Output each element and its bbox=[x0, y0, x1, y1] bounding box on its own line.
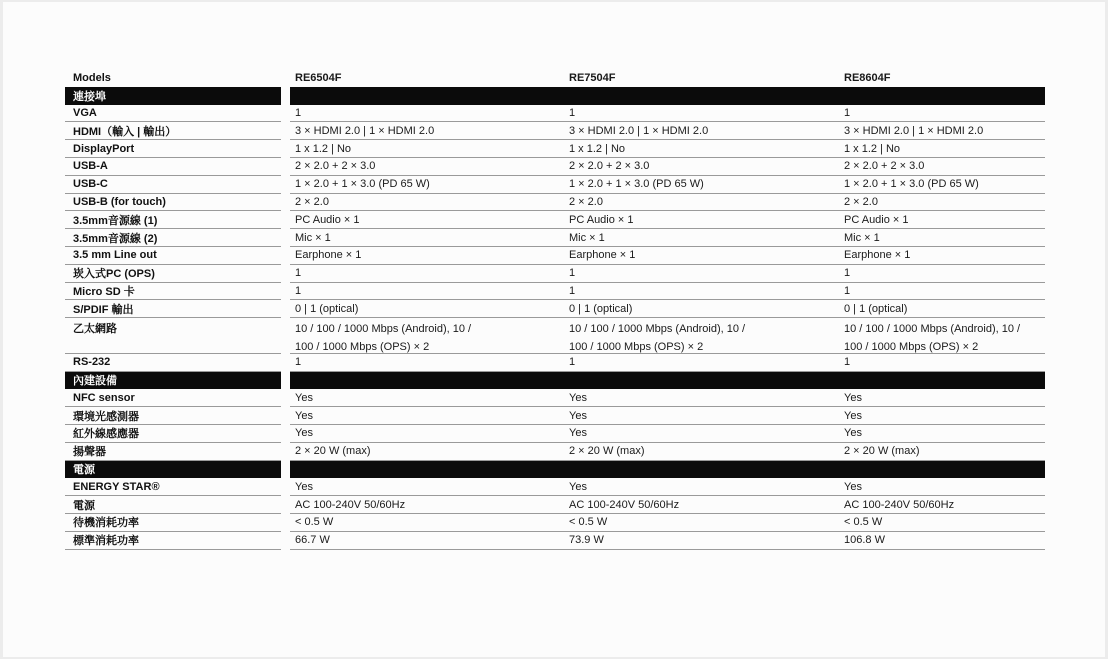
spec-value bbox=[564, 318, 839, 354]
spec-value: 1 bbox=[839, 354, 1045, 372]
spec-value: Yes bbox=[564, 478, 839, 496]
spec-value: < 0.5 W bbox=[290, 514, 564, 532]
section-title: 內建設備 bbox=[65, 372, 281, 390]
spec-row bbox=[65, 443, 1045, 461]
spec-label: 待機消耗功率 bbox=[65, 514, 281, 532]
section-bar bbox=[290, 87, 1045, 105]
spec-row bbox=[65, 122, 1045, 140]
spec-label: 3.5mm音源線 (1) bbox=[65, 211, 281, 229]
spec-label: 紅外線感應器 bbox=[65, 425, 281, 443]
spec-value: Yes bbox=[564, 407, 839, 425]
spec-label: 環境光感測器 bbox=[65, 407, 281, 425]
spec-row bbox=[65, 229, 1045, 247]
spec-value-line: 100 / 1000 Mbps (OPS) × 2 bbox=[569, 340, 704, 353]
spec-row bbox=[65, 300, 1045, 318]
spec-value: 1 × 2.0 + 1 × 3.0 (PD 65 W) bbox=[290, 176, 564, 194]
spec-value: 2 × 2.0 bbox=[839, 194, 1045, 212]
spec-value: 1 bbox=[564, 105, 839, 123]
section-header bbox=[65, 87, 1045, 105]
spec-value: 2 × 2.0 + 2 × 3.0 bbox=[564, 158, 839, 176]
spec-value: 3 × HDMI 2.0 | 1 × HDMI 2.0 bbox=[290, 122, 564, 140]
spec-value: PC Audio × 1 bbox=[839, 211, 1045, 229]
spec-value-line: 100 / 1000 Mbps (OPS) × 2 bbox=[295, 340, 430, 353]
spec-label: 3.5 mm Line out bbox=[65, 247, 281, 265]
spec-row bbox=[65, 105, 1045, 123]
spec-value: 1 x 1.2 | No bbox=[290, 140, 564, 158]
spec-value: Earphone × 1 bbox=[564, 247, 839, 265]
spec-value: Earphone × 1 bbox=[290, 247, 564, 265]
spec-value: Yes bbox=[564, 389, 839, 407]
spec-label: 電源 bbox=[65, 496, 281, 514]
spec-value: 1 bbox=[290, 105, 564, 123]
spec-value-line: 10 / 100 / 1000 Mbps (Android), 10 / bbox=[569, 323, 746, 336]
spec-value: 1 × 2.0 + 1 × 3.0 (PD 65 W) bbox=[564, 176, 839, 194]
spec-value: 2 × 2.0 bbox=[564, 194, 839, 212]
spec-label: 3.5mm音源線 (2) bbox=[65, 229, 281, 247]
spec-row bbox=[65, 140, 1045, 158]
models-label: Models bbox=[73, 71, 111, 84]
spec-value: 2 × 20 W (max) bbox=[839, 443, 1045, 461]
spec-value: Mic × 1 bbox=[839, 229, 1045, 247]
spec-label: VGA bbox=[65, 105, 281, 123]
spec-label: 乙太網路 bbox=[65, 318, 281, 354]
spec-value: Yes bbox=[290, 407, 564, 425]
spec-label: 崁入式PC (OPS) bbox=[65, 265, 281, 283]
spec-label: S/PDIF 輸出 bbox=[65, 300, 281, 318]
spec-value-line: 10 / 100 / 1000 Mbps (Android), 10 / bbox=[295, 323, 472, 336]
spec-value: 2 × 2.0 bbox=[290, 194, 564, 212]
spec-value: < 0.5 W bbox=[564, 514, 839, 532]
spec-row bbox=[65, 176, 1045, 194]
spec-label: 標準消耗功率 bbox=[65, 532, 281, 550]
spec-value: 1 bbox=[290, 283, 564, 301]
spec-row bbox=[65, 194, 1045, 212]
spec-value: AC 100-240V 50/60Hz bbox=[839, 496, 1045, 514]
spec-value: Yes bbox=[290, 425, 564, 443]
spec-value: Yes bbox=[290, 389, 564, 407]
spec-value: 73.9 W bbox=[564, 532, 839, 550]
page bbox=[3, 2, 1105, 657]
spec-label: 揚聲器 bbox=[65, 443, 281, 461]
spec-value: 1 bbox=[564, 283, 839, 301]
spec-value: Yes bbox=[564, 425, 839, 443]
spec-value-line: 100 / 1000 Mbps (OPS) × 2 bbox=[844, 340, 979, 353]
spec-value: 0 | 1 (optical) bbox=[564, 300, 839, 318]
spec-table bbox=[65, 69, 1045, 550]
spec-label: USB-C bbox=[65, 176, 281, 194]
spec-label: USB-A bbox=[65, 158, 281, 176]
spec-value: 2 × 2.0 + 2 × 3.0 bbox=[290, 158, 564, 176]
spec-value: 1 bbox=[564, 265, 839, 283]
spec-value: PC Audio × 1 bbox=[290, 211, 564, 229]
spec-value: Yes bbox=[839, 407, 1045, 425]
spec-value: Yes bbox=[839, 478, 1045, 496]
spec-value: < 0.5 W bbox=[839, 514, 1045, 532]
section-header bbox=[65, 372, 1045, 390]
spec-value: Yes bbox=[290, 478, 564, 496]
spec-row bbox=[65, 478, 1045, 496]
spec-row bbox=[65, 247, 1045, 265]
spec-label: RS-232 bbox=[65, 354, 281, 372]
spec-value: 1 × 2.0 + 1 × 3.0 (PD 65 W) bbox=[839, 176, 1045, 194]
section-bar bbox=[290, 461, 1045, 479]
section-header bbox=[65, 461, 1045, 479]
header-row bbox=[65, 69, 1045, 87]
spec-value: Mic × 1 bbox=[564, 229, 839, 247]
spec-value: 0 | 1 (optical) bbox=[290, 300, 564, 318]
spec-row bbox=[65, 425, 1045, 443]
spec-value: 66.7 W bbox=[290, 532, 564, 550]
spec-value: 3 × HDMI 2.0 | 1 × HDMI 2.0 bbox=[564, 122, 839, 140]
model-name-header: RE8604F bbox=[844, 71, 891, 84]
spec-label: HDMI（輸入 | 輸出） bbox=[65, 122, 281, 140]
spec-row bbox=[65, 407, 1045, 425]
spec-row bbox=[65, 318, 1045, 354]
spec-row bbox=[65, 158, 1045, 176]
section-title: 電源 bbox=[65, 461, 281, 479]
spec-value: 1 bbox=[839, 283, 1045, 301]
spec-value: 106.8 W bbox=[839, 532, 1045, 550]
spec-value: Yes bbox=[839, 389, 1045, 407]
spec-value: Earphone × 1 bbox=[839, 247, 1045, 265]
spec-value-lines bbox=[844, 321, 1020, 357]
spec-row bbox=[65, 496, 1045, 514]
spec-value: 2 × 2.0 + 2 × 3.0 bbox=[839, 158, 1045, 176]
spec-value: 3 × HDMI 2.0 | 1 × HDMI 2.0 bbox=[839, 122, 1045, 140]
spec-label: Micro SD 卡 bbox=[65, 283, 281, 301]
spec-value: Mic × 1 bbox=[290, 229, 564, 247]
spec-row bbox=[65, 283, 1045, 301]
spec-row bbox=[65, 532, 1045, 550]
section-bar bbox=[290, 372, 1045, 390]
spec-value: AC 100-240V 50/60Hz bbox=[290, 496, 564, 514]
spec-value: PC Audio × 1 bbox=[564, 211, 839, 229]
spec-row bbox=[65, 389, 1045, 407]
spec-value-line: 10 / 100 / 1000 Mbps (Android), 10 / bbox=[844, 323, 1021, 336]
spec-row bbox=[65, 265, 1045, 283]
spec-value: 0 | 1 (optical) bbox=[839, 300, 1045, 318]
spec-value: 1 bbox=[839, 265, 1045, 283]
spec-value: 1 x 1.2 | No bbox=[564, 140, 839, 158]
spec-value: 1 bbox=[839, 105, 1045, 123]
spec-value: Yes bbox=[839, 425, 1045, 443]
spec-label: DisplayPort bbox=[65, 140, 281, 158]
spec-value: 2 × 20 W (max) bbox=[564, 443, 839, 461]
spec-value: 1 bbox=[290, 354, 564, 372]
spec-label: NFC sensor bbox=[65, 389, 281, 407]
section-title: 連接埠 bbox=[65, 87, 281, 105]
spec-value: 1 bbox=[564, 354, 839, 372]
spec-row bbox=[65, 354, 1045, 372]
spec-value bbox=[839, 318, 1045, 354]
spec-value-lines bbox=[295, 321, 471, 357]
spec-row bbox=[65, 211, 1045, 229]
spec-value: 1 x 1.2 | No bbox=[839, 140, 1045, 158]
spec-label: ENERGY STAR® bbox=[65, 478, 281, 496]
spec-value: AC 100-240V 50/60Hz bbox=[564, 496, 839, 514]
spec-row bbox=[65, 514, 1045, 532]
spec-value bbox=[290, 318, 564, 354]
model-name-header: RE6504F bbox=[295, 71, 342, 84]
spec-label: USB-B (for touch) bbox=[65, 194, 281, 212]
spec-value-lines bbox=[569, 321, 745, 357]
spec-value: 1 bbox=[290, 265, 564, 283]
spec-value: 2 × 20 W (max) bbox=[290, 443, 564, 461]
model-name-header: RE7504F bbox=[569, 71, 616, 84]
